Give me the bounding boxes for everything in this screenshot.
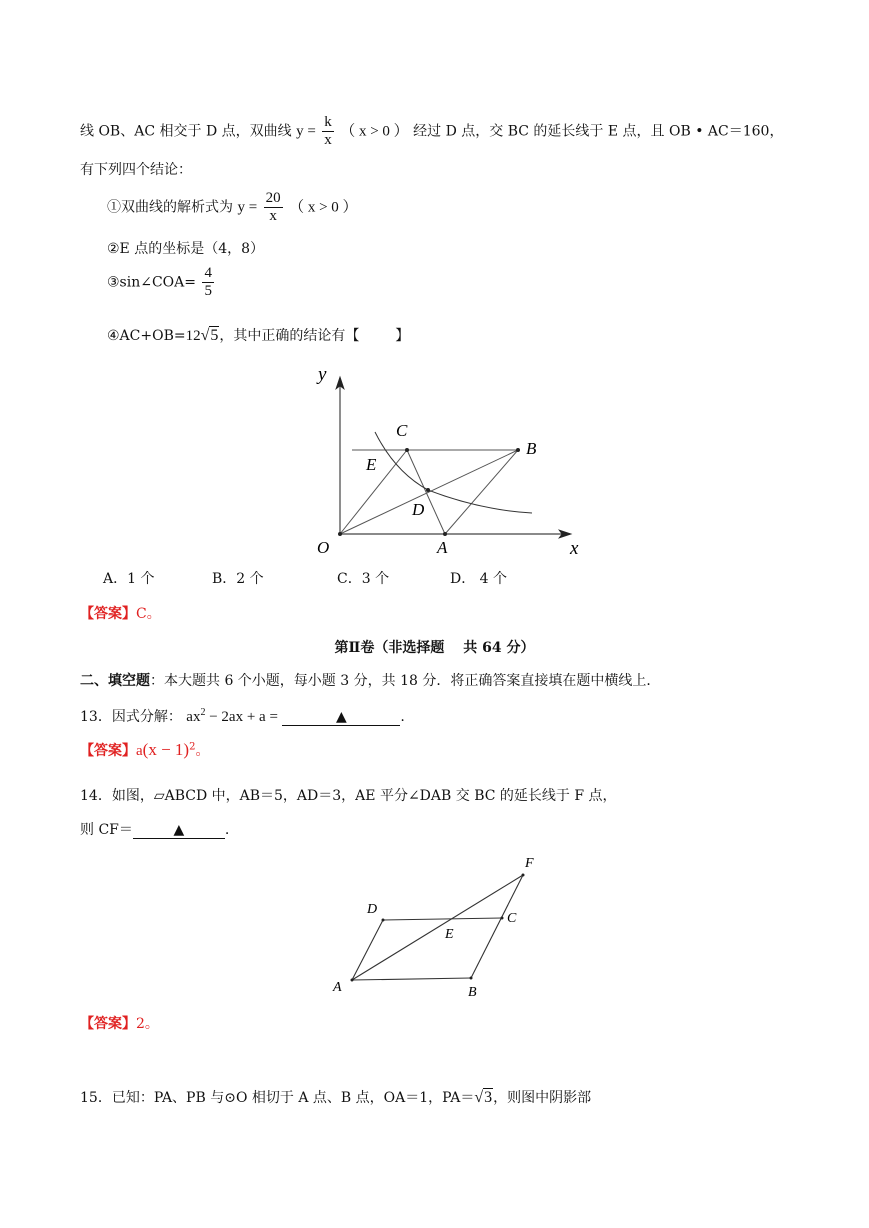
triangle-mark-icon: ▲ <box>335 709 347 725</box>
q14-line2-a: 则 CF＝ <box>80 822 133 838</box>
label-a: A <box>437 538 448 557</box>
label-y: y <box>318 364 327 385</box>
answer-sup: 2 <box>189 741 196 753</box>
point-f <box>522 874 525 877</box>
q12-func-y: y = <box>296 123 316 140</box>
fraction-denominator: x <box>324 132 332 148</box>
point-a <box>351 979 354 982</box>
label-f: F <box>525 856 534 871</box>
fraction-numerator: 20 <box>265 190 281 206</box>
label-d: D <box>412 500 425 519</box>
q12-option-d: D． 4 个 <box>450 571 508 587</box>
conclusion-1-condition: （ x > 0 ） <box>289 199 358 216</box>
q15-text-a: 15．已知：PA、PB 与⊙O 相切于 A 点、B 点，OA＝1，PA＝ <box>80 1090 475 1106</box>
q15-text-b: ，则图中阴影部 <box>493 1090 592 1106</box>
q13-answer-blank[interactable] <box>282 709 400 726</box>
label-c: C <box>507 911 517 926</box>
answer-label: 【答案】 <box>80 743 136 759</box>
radicand: 3 <box>484 1089 493 1106</box>
answer-value: C。 <box>136 606 161 622</box>
q12-line1-b: 经过 D 点，交 BC 的延长线于 E 点，且 OB • AC＝160， <box>413 123 784 140</box>
q12-option-a: A．1 个 <box>103 571 155 587</box>
label-o: O <box>317 538 330 557</box>
label-d: D <box>367 902 378 917</box>
conclusion-4-bracket-close: 】 <box>395 328 410 344</box>
q14-parallelogram-figure <box>325 850 545 1000</box>
answer-label: 【答案】 <box>80 606 136 622</box>
q13-stem <box>80 706 405 726</box>
q14-line1: 14．如图，▱ABCD 中，AB＝5，AD＝3，AE 平分∠DAB 交 BC 的延长线于 F 点， <box>80 788 617 804</box>
point-d <box>382 919 385 922</box>
label-b: B <box>526 439 537 458</box>
q12-conclusion-4 <box>107 325 409 345</box>
answer-label: 【答案】 <box>80 1016 136 1032</box>
label-c: C <box>396 421 408 440</box>
q14-period: . <box>224 822 230 838</box>
segment-af <box>352 875 523 980</box>
q12-option-c: C．3 个 <box>337 571 390 587</box>
q12-conclusion-3 <box>107 265 216 300</box>
q12-answer <box>80 603 161 623</box>
conclusion-1-y: y = <box>237 199 258 216</box>
label-b: B <box>468 985 477 1000</box>
segment-dc <box>383 918 502 920</box>
q15-stem <box>80 1087 591 1107</box>
point-c <box>405 448 409 452</box>
q12-fraction-k-over-x <box>322 114 334 149</box>
section-2-title: 第Ⅱ卷（非选择题 共 64 分） <box>334 640 535 656</box>
point-a <box>443 532 447 536</box>
fraction-denominator: x <box>269 208 277 224</box>
expr-sup: 2 <box>200 707 206 718</box>
answer-end: 。 <box>195 743 210 759</box>
triangle-mark-icon: ▲ <box>173 822 185 838</box>
segment-ab <box>445 450 518 534</box>
sqrt-symbol: √3 <box>474 1089 493 1106</box>
hyperbola-curve <box>375 432 532 513</box>
fraction-denominator: 5 <box>204 283 212 299</box>
fraction-numerator: 4 <box>204 265 212 281</box>
answer-a: a <box>136 743 143 759</box>
label-a: A <box>333 980 342 995</box>
q13-prefix: 13．因式分解： <box>80 709 182 725</box>
segment-ab <box>352 978 471 980</box>
q12-conclusion-1 <box>107 190 358 225</box>
conclusion-1-text: ①双曲线的解析式为 <box>107 199 233 216</box>
q12-line2: 有下列四个结论： <box>80 162 192 178</box>
conclusion-3-fraction <box>202 265 214 300</box>
conclusion-4-text: ④AC+OB= <box>107 328 186 344</box>
fraction-numerator: k <box>324 114 332 130</box>
section-2-heading <box>80 670 660 690</box>
q12-conclusion-2: ②E 点的坐标是（4，8） <box>107 241 265 257</box>
heading-text: ：本大题共 6 个小题，每小题 3 分，共 18 分．将正确答案直接填在题中横线上． <box>150 673 661 689</box>
segment-ac <box>407 450 445 534</box>
q14-line2 <box>80 819 229 839</box>
conclusion-1-fraction <box>264 190 283 225</box>
q14-answer <box>80 1013 159 1033</box>
sqrt-symbol: √5 <box>200 327 219 344</box>
expr-a: ax <box>186 709 201 725</box>
q14-answer-blank[interactable] <box>133 822 225 839</box>
heading-bold: 二、填空题 <box>80 673 150 689</box>
q12-option-b: B．2 个 <box>212 571 264 587</box>
q12-line1-a: 线 OB、AC 相交于 D 点，双曲线 <box>80 123 292 140</box>
conclusion-3-text: ③sin∠COA= <box>107 274 196 291</box>
answer-value: 2。 <box>136 1016 159 1032</box>
point-o <box>338 532 342 536</box>
conclusion-4-tail: ，其中正确的结论有【 <box>219 328 360 344</box>
point-b <box>516 448 520 452</box>
point-d <box>426 488 430 492</box>
expr-b: − 2ax + a = <box>205 709 278 725</box>
q13-period: . <box>400 709 405 725</box>
label-e: E <box>445 927 454 942</box>
q12-coordinate-figure <box>300 360 600 560</box>
radicand: 5 <box>210 327 219 344</box>
point-c <box>501 917 504 920</box>
conclusion-4-coefficient: 12 <box>185 328 201 344</box>
q13-answer <box>80 740 209 760</box>
q12-line1 <box>80 114 783 149</box>
q12-condition: （ x > 0 ） <box>340 123 409 140</box>
q13-expression <box>186 709 278 725</box>
answer-b: (x − 1) <box>142 740 190 759</box>
label-e: E <box>366 455 377 474</box>
point-b <box>470 977 473 980</box>
label-x: x <box>570 538 579 559</box>
